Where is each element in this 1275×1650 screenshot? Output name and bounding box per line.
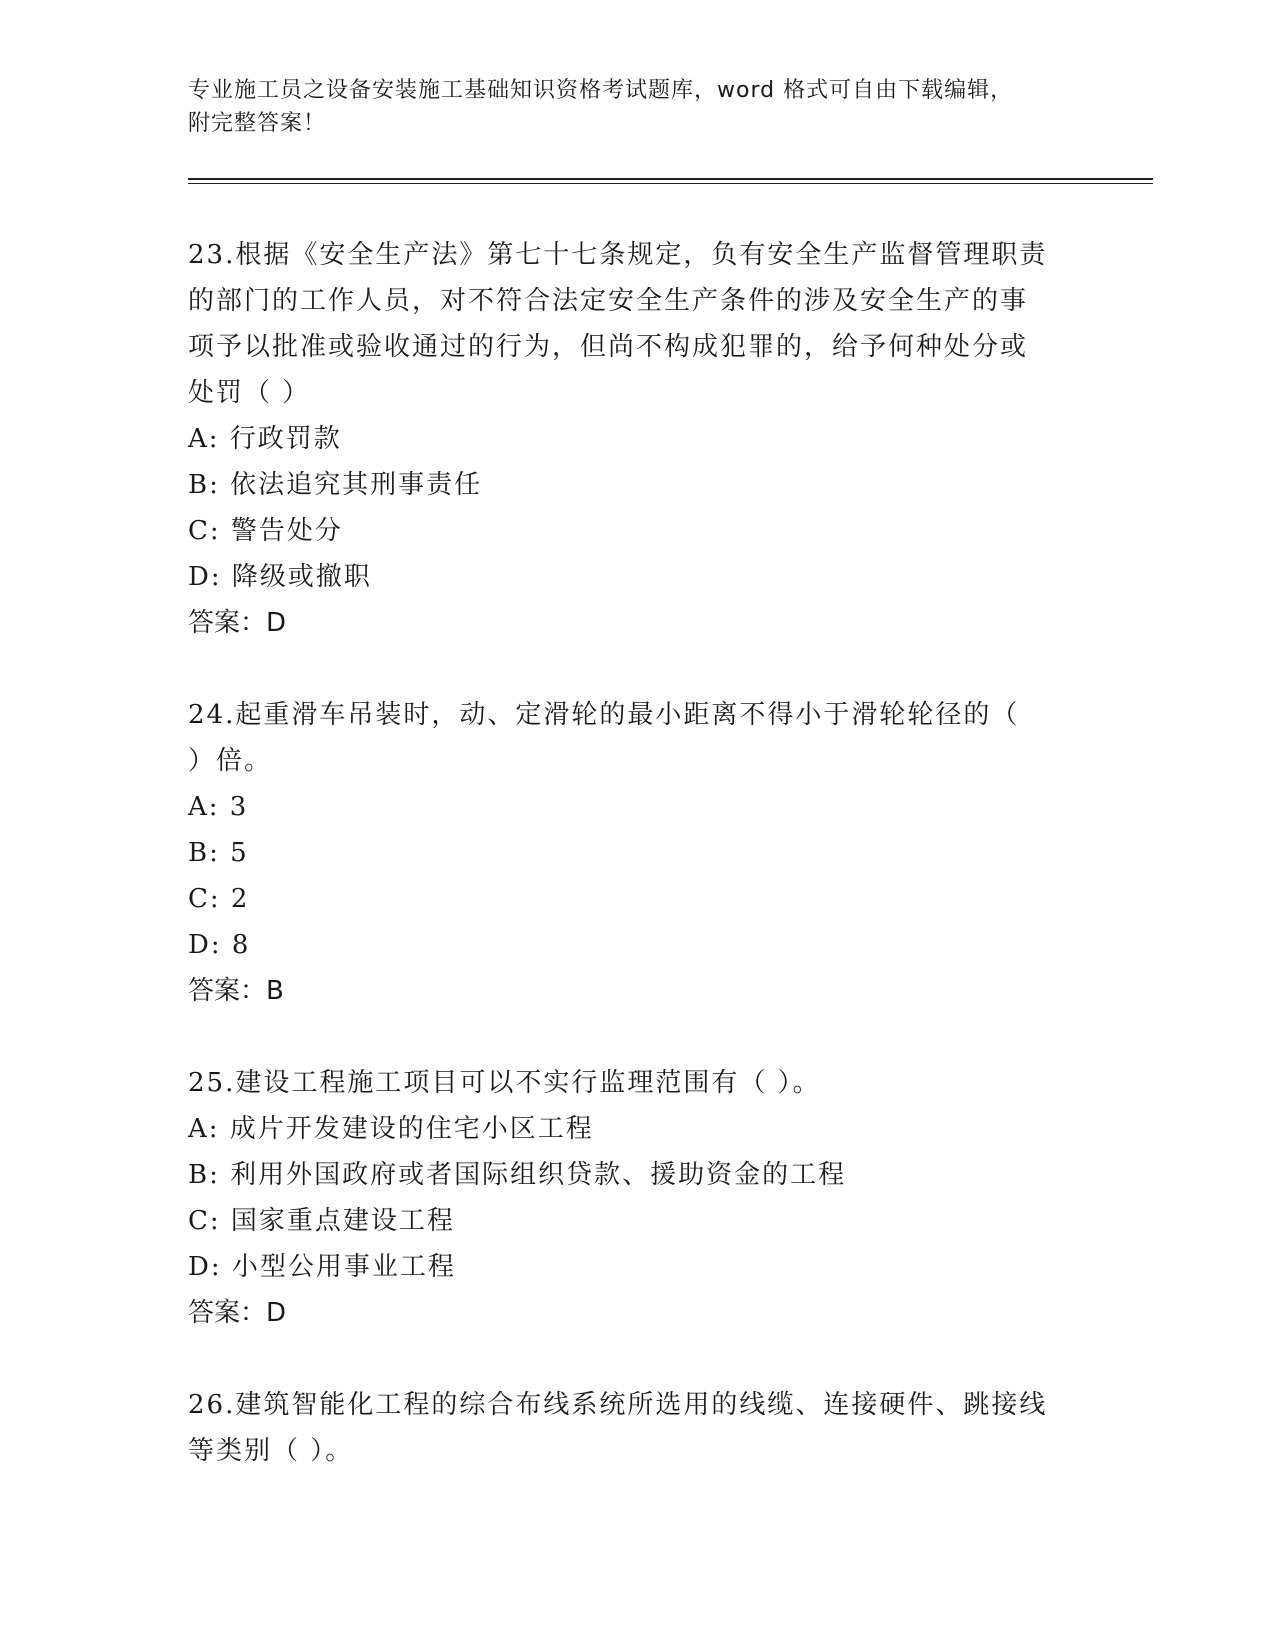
question-stem-line: 26.建筑智能化工程的综合布线系统所选用的线缆、连接硬件、跳接线 xyxy=(188,1390,1048,1420)
option-a: A: 行政罚款 xyxy=(188,424,342,454)
question-stem-line: 24.起重滑车吊装时，动、定滑轮的最小距离不得小于滑轮轮径的（ xyxy=(188,700,1020,730)
option-d: D: 小型公用事业工程 xyxy=(188,1252,456,1282)
question-stem-line: 23.根据《安全生产法》第七十七条规定，负有安全生产监督管理职责 xyxy=(188,240,1048,270)
option-c: C: 2 xyxy=(188,884,250,914)
question-23 xyxy=(188,232,1088,646)
document-header xyxy=(188,74,1088,140)
header-divider-top xyxy=(188,178,1153,180)
header-line-2: 附完整答案！ xyxy=(188,111,327,136)
question-stem-line: 25.建设工程施工项目可以不实行监理范围有（ ）。 xyxy=(188,1068,821,1098)
header-divider-bottom xyxy=(188,183,1153,184)
option-b: B: 依法追究其刑事责任 xyxy=(188,470,483,500)
question-25 xyxy=(188,1060,1088,1336)
question-stem-line: ）倍。 xyxy=(188,746,273,776)
option-c: C: 国家重点建设工程 xyxy=(188,1206,455,1236)
header-line-1: 专业施工员之设备安装施工基础知识资格考试题库，word 格式可自由下载编辑， xyxy=(188,78,1014,103)
option-c: C: 警告处分 xyxy=(188,516,343,546)
question-26 xyxy=(188,1382,1088,1474)
question-stem-line: 项予以批准或验收通过的行为，但尚不构成犯罪的，给予何种处分或 xyxy=(188,332,1029,362)
answer-line: 答案：B xyxy=(188,976,284,1006)
option-b: B: 5 xyxy=(188,838,249,868)
option-b: B: 利用外国政府或者国际组织贷款、援助资金的工程 xyxy=(188,1160,847,1190)
question-stem-line: 等类别（ ）。 xyxy=(188,1436,354,1466)
answer-line: 答案：D xyxy=(188,608,287,638)
question-24 xyxy=(188,692,1088,1014)
question-stem-line: 处罚（ ） xyxy=(188,378,311,408)
option-a: A: 3 xyxy=(188,792,249,822)
option-d: D: 降级或撤职 xyxy=(188,562,372,592)
question-list xyxy=(188,232,1088,1520)
option-a: A: 成片开发建设的住宅小区工程 xyxy=(188,1114,594,1144)
option-d: D: 8 xyxy=(188,930,251,960)
answer-line: 答案：D xyxy=(188,1298,287,1328)
question-stem-line: 的部门的工作人员，对不符合法定安全生产条件的涉及安全生产的事 xyxy=(188,286,1029,316)
